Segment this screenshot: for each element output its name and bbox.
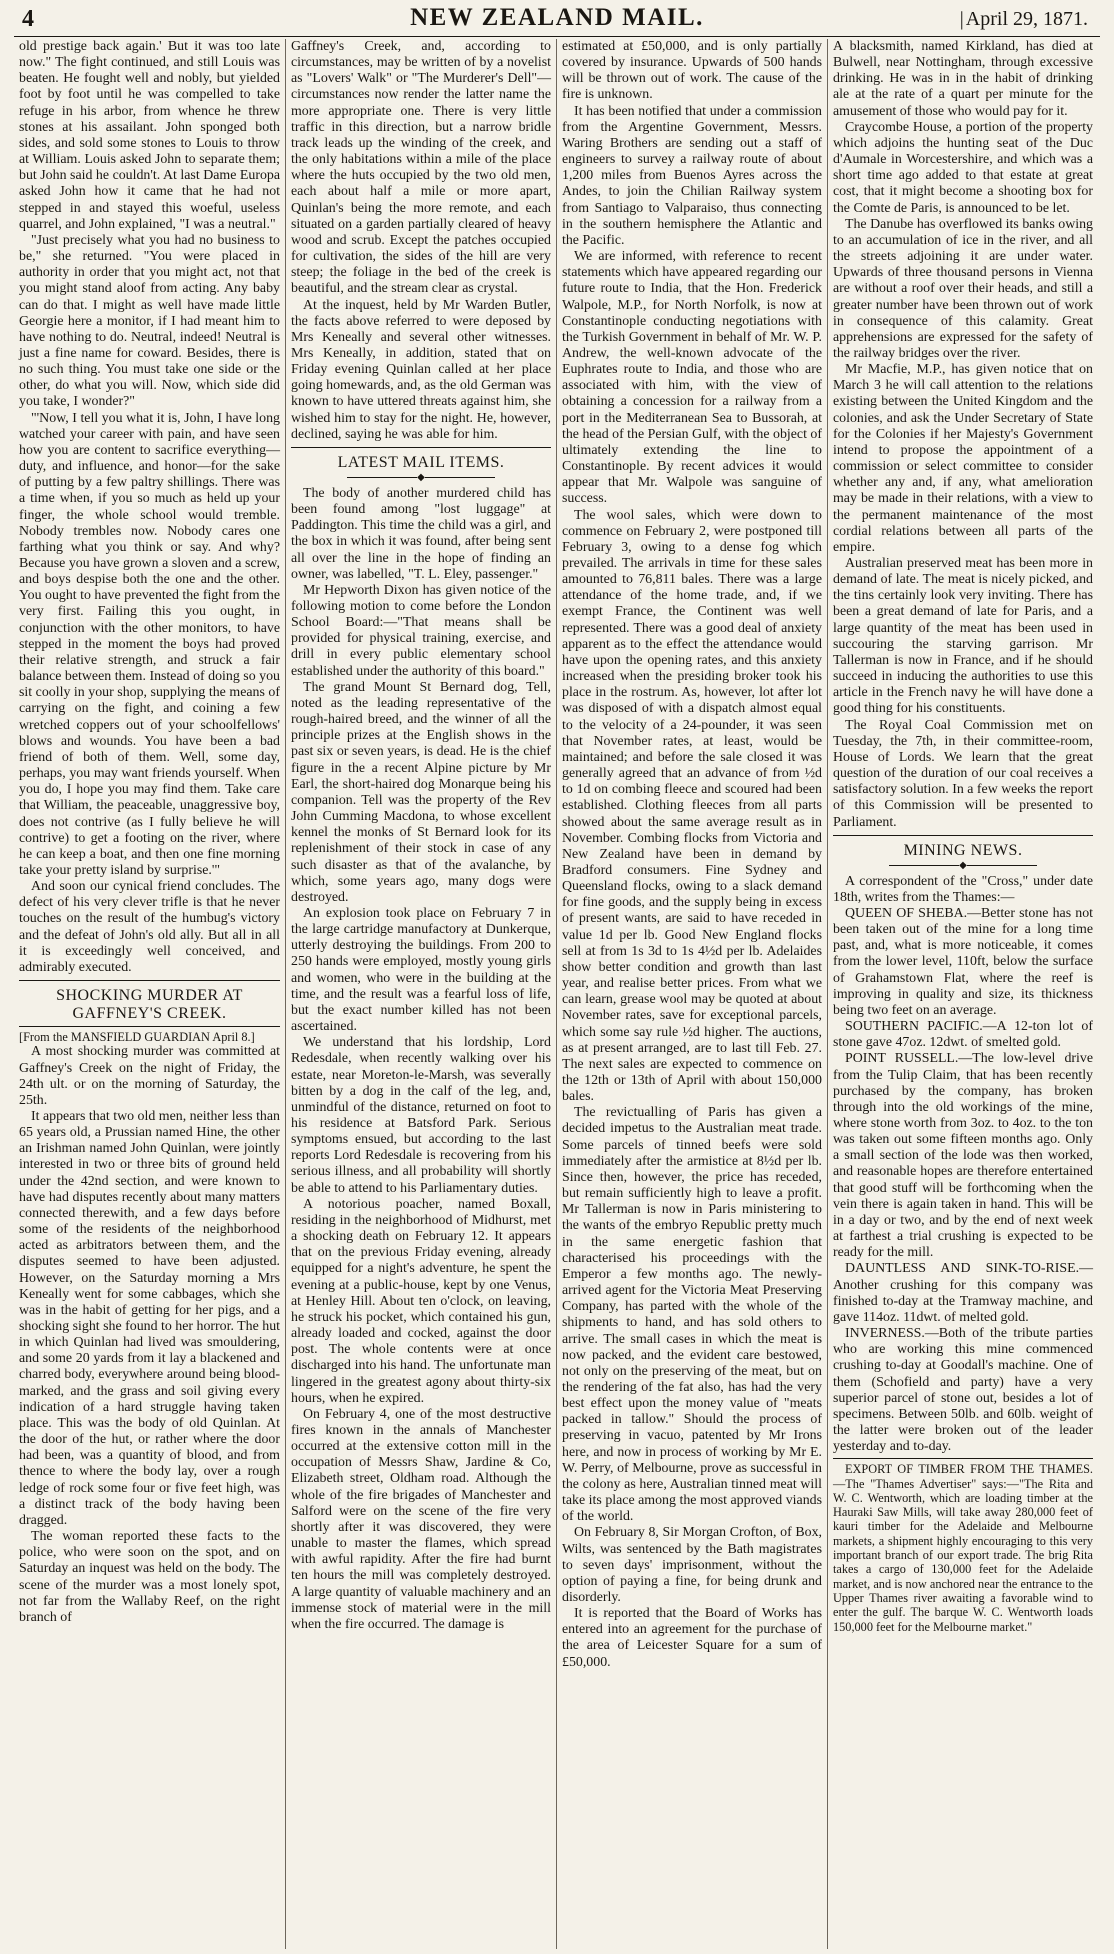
paragraph: At the inquest, held by Mr Warden Butler, the facts above referred to were deposed by Mrs Keneally and several other witnesses. Mrs Keneally, in addition, stated that on Friday evening Quinlan called at her place going homewards, and, as the old German was known to have uttered threats against him, she wished him to stay for the night. He, however, declined, saying he was able for him. — [291, 297, 551, 442]
paragraph: And soon our cynical friend concludes. The defect of his very clever trifle is that he never touches on the result of the humbug's victory and the defeat of John's old ally. But all in all it is exceedingly well conceived, and admirably executed. — [19, 879, 280, 975]
column-4 — [827, 39, 1098, 1949]
paragraph: A most shocking murder was committed at Gaffney's Creek on the night of Friday, the 24th ult. or on the morning of Saturday, the 25th. — [19, 1044, 280, 1108]
mine-name: QUEEN OF SHEBA. — [845, 905, 968, 921]
column-3 — [556, 39, 827, 1949]
news-item: We understand that his lordship, Lord Redesdale, when recently walking over his estate, near Moreton-le-Marsh, was severally bitten by a dog in the calf of the leg, and, unmindful of the distance, returned on foot to his residence at Batsford Park. Serious symptoms ensued, but according to the last reports Lord Redesdale is recovering from his serious illness, and all probability will shortly be able to attend to his Parliamentary duties. — [291, 1035, 551, 1196]
mine-report: —A 12-ton lot of stone gave 47oz. 12dwt. of smelted gold. — [833, 1019, 1093, 1051]
masthead — [14, 4, 1100, 37]
news-item: The grand Mount St Bernard dog, Tell, noted as the leading representative of the rough-haired breed, and the winner of all the principle prizes at the English shows in the past six or seven years, is dead. He is the chief figure in the a recent Alpine picture by Mr Earl, the short-haired dog Monarque being his companion. Tell was the property of the Rev John Cumming Macdona, to whose excellent kennel the monks of St Bernard look for its replenishment of their stock in case of any such disaster as that of the avalanche, by which, some years ago, many dogs were destroyed. — [291, 679, 551, 905]
section-divider — [291, 447, 551, 448]
paragraph: It appears that two old men, neither less than 65 years old, a Prussian named Hine, the other an Irishman named John Quinlan, were jointly interested in two or three bits of ground held under the 42nd section, and were known to have had disputes recently about many matters connected therewith, and a few days before some of the residents of the neighborhood acted as arbitrators between them, and the disputes seemed to have been adjusted. However, on the Saturday morning a Mrs Keneally went for some cabbages, which she was in the habit of getting for her pigs, and a shocking sight she found to her horror. The hut in which Quinlan had lived was smouldering, and some 20 yards from it lay a blackened and charred body, everywhere around being blood-marked, and the grass and soil giving every indication of a hard struggle having taken place. This was the body of old Quinlan. At the door of the hut, or rather where the door had been, was a quantity of blood, and from thence to where the body lay, over a rough ledge of rock some four or five feet high, was a distinct track of the body having been dragged. — [19, 1108, 280, 1528]
mining-item — [833, 1261, 1093, 1326]
paragraph: It is reported that the Board of Works has entered into an agreement for the purchase of the area of Leicester Square for a sum of £50,000. — [562, 1606, 822, 1670]
section-heading: MINING NEWS. — [903, 841, 1023, 859]
section-heading: LATEST MAIL ITEMS. — [337, 453, 505, 471]
news-item: A notorious poacher, named Boxall, residing in the neighborhood of Midhurst, met a shocking death on February 12. It appears that on the previous Friday evening, already equipped for a night's adventure, he spent the evening at a public-house, kept by one Venus, at Henley Hill. About ten o'clock, on leaving, he struck his pocket, which contained his gun, already loaded and cocked, against the door post. The whole contents were at once discharged into his hand. The unfortunate man lingered in the greatest agony about thirty-six hours, when he expired. — [291, 1196, 551, 1406]
newspaper-title: NEW ZEALAND MAIL. — [410, 4, 704, 31]
source-line: [From the MANSFIELD GUARDIAN April 8.] — [19, 1030, 255, 1045]
mining-item — [833, 1019, 1093, 1051]
news-item: On February 4, one of the most destructive fires known in the annals of Manchester occurred at the extensive cotton mill in the occupation of Messrs Shaw, Jardine & Co, Elizabeth street, Oldham road. Although the whole of the fire brigades of Manchester and Salford were on the scene of the fire very shortly after it was discovered, they were unable to master the flames, which spread with awful rapidity. After the fire had burnt ten hours the mill was completely destroyed. A large quantity of valuable machinery and an immense stock of material were in the mill when the fire occurred. The damage is — [291, 1406, 551, 1632]
paragraph: Craycombe House, a portion of the property which adjoins the hunting seat of the Duc d'Aumale in Worcestershire, and which was a short time ago added to that estate at great cost, that it might become a shooting box for the Comte de Paris, is announced to be let. — [833, 119, 1093, 216]
mining-item — [833, 1051, 1093, 1261]
paragraph: The revictualling of Paris has given a decided impetus to the Australian meat trade. Some parcels of tinned beefs were sold immediately after the armistice at 8½d per lb. Since then, however, the price has receded, but remain sufficiently high to leave a profit. Mr Tallerman is now in Paris ministering to the wants of the embryo Republic pretty much in the same energetic fashion that characterised his proceedings with the Emperor a few months ago. The newly-arrived agent for the Victoria Meat Preserving Company, has parted with the whole of the shipments to hand, and has sold others to arrive. The small cases in which the meat is now packed, and the evident care bestowed, not only on the preserving of the meat, but on the rendering of the fat also, has had the very best effect upon the money value of "meats packed in tallow." Should the process of preserving in vacuo, patented by Mr Irons here, and now in process of working by Mr E. W. Perry, of Melbourne, prove as successful in the colony as here, Australian tinned meat will take its place among the most approved viands of the world. — [562, 1105, 822, 1525]
paragraph: A correspondent of the "Cross," under date 18th, writes from the Thames:— — [833, 873, 1093, 905]
paragraph: "'Now, I tell you what it is, John, I have long watched your career with pain, and have seen how you are content to sacrifice everything—duty, and influence, and honor—for the sake of putting by a few paltry shillings. There was a time when, if you so much as held up your finger, the whole school would tremble. Nobody trembles now. Nobody cares one farthing what you think or say. And why? Because you have grown a sloven and a screw, and boys despise both the one and the other. You ought to have prevented the fight from the very first. Failing this you ought, in conjunction with the other monitors, to have stepped in the moment the boys had proved their relative strength, and struck a fair balance between them. Instead of doing so you sit coolly in your shop, supplying the means of carrying on the fight, and coining a few wretched coppers out of your schoolfellows' blows and wounds. You have been a bad friend of both of them. Well, some day, perhaps, you may want friends yourself. When you do, I hope you may find them. Take care that William, the peaceable, unaggressive boy, does not contrive (as I fully believe he will contrive) to get a footing on the river, where he can keep a boat, and then one fine morning take your pretty island by surprise.'" — [19, 410, 280, 878]
news-item: The body of another murdered child has been found among "lost luggage" at Paddington. This time the child was a girl, and the box in which it was found, after being sent all over the line in the hope of finding an owner, was labelled, "T. L. Eley, passenger." — [291, 485, 551, 582]
mine-report: —Another crushing for this company was finished to-day at the Tramway machine, and gave 114oz. 11dwt. of melted gold. — [833, 1261, 1093, 1325]
mine-report: —Better stone has not been taken out of the mine for a long time past, and, what is more noticeable, it comes from the lower level, 110ft, below the surface of Grahamstown Flat, where the reef is improving in quality and size, its thickness being two feet on an average. — [833, 905, 1094, 1018]
paragraph: The wool sales, which were down to commence on February 2, were postponed till February 3, owing to a dense fog which prevailed. The arrivals in time for these sales amounted to 76,811 bales. There was a large attendance of the home trade, and, if we exempt France, the Continent was well represented. There was a good deal of anxiety apparent as to the effect the attendance would have upon the opening rates, and this anxiety increased when the presiding broker took his place in the rostrum. As, however, lot after lot was disposed of with a dispatch almost equal to the velocity of a 24-pounder, it was seen that November rates, at least, would be maintained; and before the sale closed it was generally agreed that an advance of from ½d to 1d on combing fleece and scoured had been established. Clothing fleeces from all parts showed about the same average result as in November. Combing flocks from Victoria and New Zealand have been in demand by Bradford consumers. Fine Sydney and Queensland flocks, owing to a slack demand for fine goods, and the supply being in excess of present wants, are said to have receded in value 1d per lb. Good New England flocks sell at from 1s 3d to 1s 4½d per lb. Adelaides show better condition and growth than last year, and realise better prices. From what we can learn, grease wool may be quoted at about November rates, save for exceptional parcels, which some say rule ½d higher. The auctions, as at present arranged, are to last till Feb. 27. The next sales are expected to commence on the 12th or 13th of April with about 150,000 bales. — [562, 507, 822, 1105]
article-heading: SHOCKING MURDER AT GAFFNEY'S CREEK. — [56, 987, 243, 1023]
mine-name: POINT RUSSELL. — [845, 1051, 959, 1067]
timber-export-item: EXPORT OF TIMBER FROM THE THAMES.—The "Thames Advertiser" says:—"The Rita and W. C. Wentworth, which are loading timber at the Hauraki Saw Mills, will take away 280,000 feet of kauri timber for the Adelaide and Melbourne markets, a shipment highly encouraging to this very important branch of our export trade. The brig Rita takes a cargo of 130,000 feet for the Adelaide market, and is now anchored near the entrance to the Upper Thames river awaiting a favorable wind to enter the gulf. The barque W. C. Wentworth loads 150,000 feet for the Melbourne market." — [833, 1462, 1093, 1634]
news-item: An explosion took place on February 7 in the large cartridge manufactory at Dunkerque, utterly destroying the buildings. From 200 to 250 hands were employed, mostly young girls and women, who were in the building at the time, and the result was a fearful loss of life, but the exact number killed has not been ascertained. — [291, 905, 551, 1035]
column-2 — [285, 39, 556, 1949]
news-item: Mr Hepworth Dixon has given notice of the following motion to come before the London School Board:—"That means shall be provided for physical training, exercise, and drill in every public elementary school established under the authority of this board." — [291, 582, 551, 679]
mining-item — [833, 906, 1093, 1019]
paragraph: Australian preserved meat has been more in demand of late. The meat is nicely picked, and the tins certainly look very inviting. There has been a great demand of late for Paris, and a large quantity of the meat has been used in succouring the starving garrison. Mr Tallerman is now in France, and if he should succeed in inducing the authorities to use this article in the French navy he will have done a good thing for his constituents. — [833, 556, 1093, 717]
paragraph: On February 8, Sir Morgan Crofton, of Box, Wilts, was sentenced by the Bath magistrates to seven days' imprisonment, without the option of paying a fine, for being drunk and disorderly. — [562, 1525, 822, 1605]
page-number: 4 — [22, 6, 34, 32]
mine-name: SOUTHERN PACIFIC. — [845, 1019, 983, 1035]
paragraph: A blacksmith, named Kirkland, has died at Bulwell, near Nottingham, through excessive drinking. He was in in the habit of drinking ale at the rate of a quart per minute for the amusement of those who would pay for it. — [833, 39, 1093, 119]
mine-name: INVERNESS. — [845, 1326, 925, 1342]
paragraph: old prestige back again.' But it was too late now." The fight continued, and still Louis was beaten. He fought well and nobly, but yielded foot by foot until he was compelled to take refuge in his arbor, from whence he threw stones at his assailant. John sponged both sides, and sold some stones to Louis to throw at William. Louis asked John to separate them; but John said he couldn't. At last Dame Europa asked John how it came that he had not stepped in and stayed this woeful, useless quarrel, and John explained, "I was a neutral." — [19, 39, 280, 232]
section-divider — [833, 835, 1093, 836]
mine-name: DAUNTLESS AND SINK-TO-RISE. — [845, 1261, 1080, 1277]
heading-rule — [19, 1026, 280, 1027]
columns — [14, 39, 1100, 1949]
paragraph: The Danube has overflowed its banks owing to an accumulation of ice in the river, and all the streets adjoining it are under water. Upwards of three thousand persons in Vienna are without a roof over their heads, and still a greater number have been thrown out of work in consequence of this calamity. Great apprehensions are expressed for the safety of the railway bridges over the river. — [833, 216, 1093, 361]
paragraph: "Just precisely what you had no business to be," she returned. "You were placed in authority in order that you might act, not that you might stand aloof from acting. Any baby can do that. I might as well have made little Georgie here a monitor, if I had meant him to have nothing to do. Neutral, indeed! Neutral is just a fine name for coward. Besides, there is no such thing. You must take one side or the other, do what you will. Now, which side did you take, I wonder?" — [19, 232, 280, 410]
paragraph: It has been notified that under a commission from the Argentine Government, Messrs. Waring Brothers are sending out a staff of engineers to survey a railway route of about 1,200 miles from Buenos Ayres across the Andes, to join the Chilian Railway system from Santiago to Valparaiso, thus connecting in the southern hemisphere the Atlantic and the Pacific. — [562, 103, 822, 248]
paragraph: Gaffney's Creek, and, according to circumstances, may be written of by a novelist as "Lovers' Walk" or "The Murderer's Dell"—circumstances now render the latter name the more appropriate one. There is very little traffic in this direction, but a narrow bridle track leads up the winding of the creek, and the only habitations within a mile of the place where the huts occupied by the two old men, each about half a mile or more apart, Quinlan's being the more remote, and each situated on a garden partially cleared of heavy wood and scrub. Except the patches occupied for cultivation, the sides of the hill are very steep; the foliage in the bed of the creek is beautiful, and the stream clear as crystal. — [291, 39, 551, 297]
paragraph: The Royal Coal Commission met on Tuesday, the 7th, in their committee-room, House of Lords. We learn that the great question of the duration of our coal receives a satisfactory solution. In a few weeks the report of this Commission will be presented to Parliament. — [833, 717, 1093, 830]
ornament-rule: ◆ — [833, 862, 1093, 870]
section-divider — [19, 980, 280, 981]
paragraph: The woman reported these facts to the police, who were soon on the spot, and on Saturday an inquest was held on the body. The scene of the murder was a most lonely spot, not far from the Wallaby Reef, on the right branch of — [19, 1529, 280, 1625]
ornament-rule: ◆ — [291, 474, 551, 482]
paragraph: We are informed, with reference to recent statements which have appeared regarding our future route to India, that the Hon. Frederick Walpole, M.P., for North Norfolk, is now at Constantinople conducting negotiations with the Turkish Government in behalf of Mr. W. P. Andrew, the well-known advocate of the Euphrates route to India, and those who are associated with him, with the view of obtaining a concession for a railway from a port in the Mediterranean Sea to Bussorah, at the head of the Persian Gulf, with the object of ultimately extending the line to Constantinople. By recent advices it would appear that Mr. Walpole was sanguine of success. — [562, 249, 822, 507]
issue-date: | April 29, 1871. — [960, 8, 1088, 31]
mine-report: —The low-level drive from the Tulip Claim, that has been recently purchased by the company, has broken through into the old workings of the mine, where stone worth from 3oz. to 4oz. to the ton was taken out some fifteen months ago. Only a small section of the lode was then worked, and reasonable hopes are therefore entertained that good stuff will be forthcoming when the vein there is again taken in hand. This will be in a day or two, and by the end of next week at farthest a trial crushing is expected to be ready for the mill. — [833, 1051, 1093, 1261]
column-1 — [14, 39, 285, 1949]
paragraph: Mr Macfie, M.P., has given notice that on March 3 he will call attention to the relations existing between the United Kingdom and the colonies, and ask the Under Secretary of State for the Colonies if her Majesty's Government intend to propose the appointment of a commission or select committee to consider whether any and, if any, what amelioration may be made in their relations, with a view to the permanent maintenance of the most cordial relations between all parts of the empire. — [833, 362, 1093, 555]
paragraph: estimated at £50,000, and is only partially covered by insurance. Upwards of 500 hands will be thrown out of work. The cause of the fire is unknown. — [562, 39, 822, 103]
mine-report: —Both of the tribute parties who are working this mine commenced crushing to-day at Goodall's machine. One of them (Schofield and party) have a very superior parcel of stone out, besides a lot of specimens. Between 50lb. and 60lb. weight of the latter were broken out of the leader yesterday and to-day. — [833, 1326, 1093, 1455]
section-divider — [833, 1458, 1093, 1459]
mining-item — [833, 1326, 1093, 1455]
